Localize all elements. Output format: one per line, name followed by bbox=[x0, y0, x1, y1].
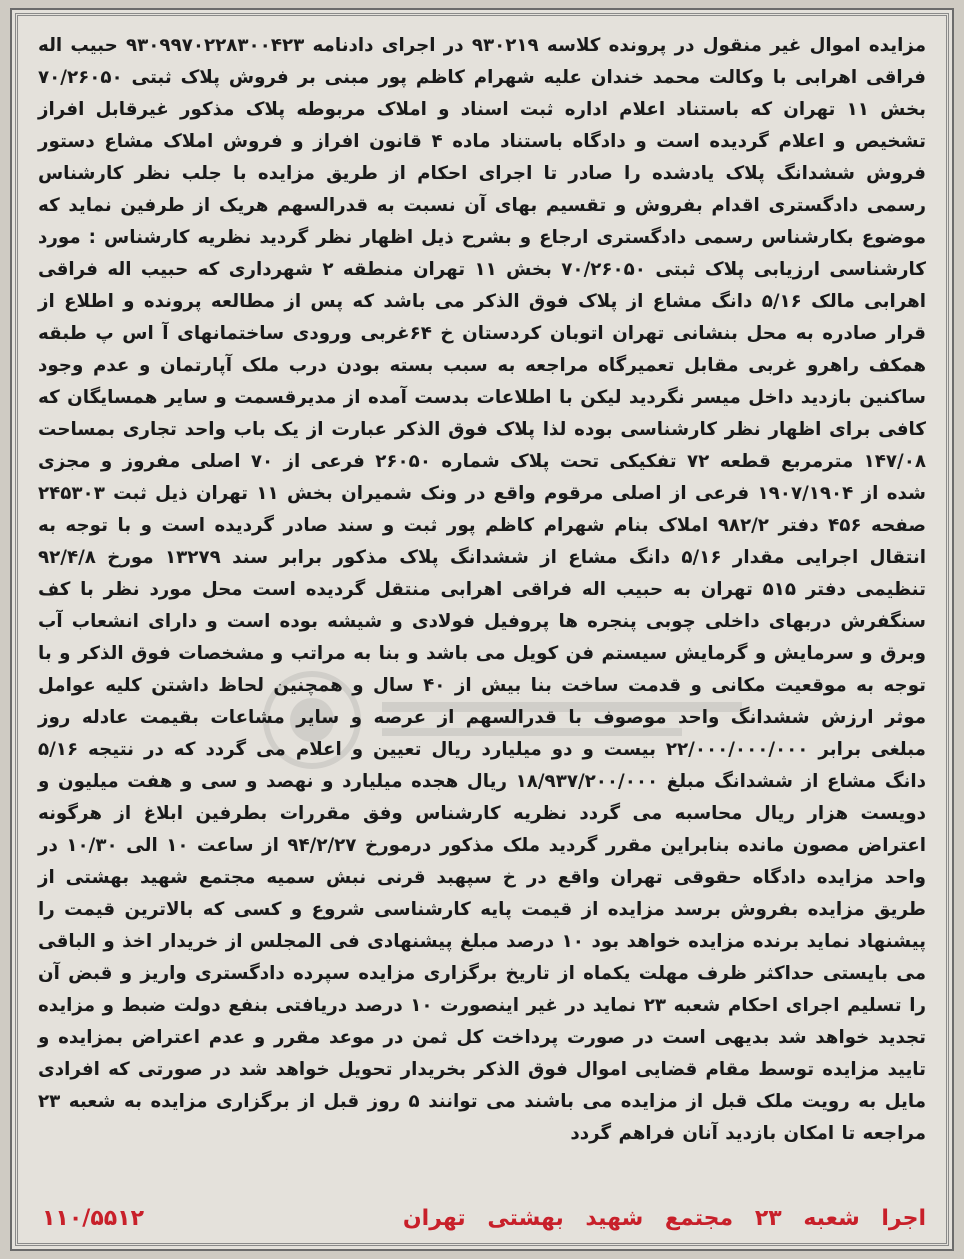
notice-body-text: مزایده اموال غیر منقول در پرونده کلاسه ۹۳۰۲۱۹ در اجرای دادنامه ۹۳۰۹۹۷۰۲۲۸۳۰۰۴۲۳ حبیب اله فراقی اهرابی با وکالت محمد خندان علیه شهرام کاظم پور مبنی بر فروش پلاک ثبتی ۷۰/۲۶۰۵۰ بخش ۱۱ تهران که باستناد اعلام اداره ثبت اسناد و املاک مربوطه پلاک مذکور غیرقابل افراز تشخیص و اعلام گردیده است و دادگاه باستناد ماده ۴ قانون افراز و فروش املاک مشاع دستور فروش ششدانگ پلاک یادشده را صادر تا اجرای احکام از طریق مزایده با جلب نظر کارشناس رسمی دادگستری اقدام بفروش و تقسیم بهای آن نسبت به قدرالسهم هریک از طرفین نماید که موضوع بکارشناس رسمی دادگستری ارجاع و بشرح ذیل اظهار نظر گردید نظریه کارشناس : مورد کارشناسی ارزیابی پلاک ثبتی ۷۰/۲۶۰۵۰ بخش ۱۱ تهران منطقه ۲ شهرداری که حبیب اله فراقی اهرابی مالک ۵/۱۶ دانگ مشاع از پلاک فوق الذکر می باشد که پس از مطالعه پرونده و اطلاع از قرار صادره به محل بنشانی تهران اتوبان کردستان خ ۶۴غربی ورودی ساختمانهای آ اس پ طبقه همکف راهرو غربی مقابل تعمیرگاه مراجعه به سبب بسته بودن درب ملک آپارتمان و عدم وجود ساکنین بازدید داخل میسر نگردید لیکن با اطلاعات بدست آمده از مدیرقسمت و سایر همسایگان که کافی برای اظهار نظر کارشناسی بوده لذا پلاک فوق الذکر عبارت از یک باب واحد تجاری بمساحت ۱۴۷/۰۸ مترمربع قطعه ۷۲ تفکیکی تحت پلاک شماره ۲۶۰۵۰ فرعی از ۷۰ اصلی مفروز و مجزی شده از ۱۹۰۷/۱۹۰۴ فرعی از اصلی مرقوم واقع در ونک شمیران بخش ۱۱ تهران ذیل ثبت ۲۴۵۳۰۳ صفحه ۴۵۶ دفتر ۹۸۲/۲ املاک بنام شهرام کاظم پور ثبت و سند صادر گردیده است و با توجه به انتقال اجرایی مقدار ۵/۱۶ دانگ مشاع از ششدانگ پلاک مذکور برابر سند ۱۳۲۷۹ مورخ ۹۲/۴/۸ تنظیمی دفتر ۵۱۵ تهران به حبیب اله فراقی اهرابی منتقل گردیده است محل مورد نظر با کف سنگفرش دربهای داخلی چوبی پنجره ها پروفیل فولادی و شیشه بوده است و دارای انشعاب آب وبرق و سرمایش و گرمایش سیستم فن کویل می باشد و بنا به مراتب و مشخصات فوق الذکر و با توجه به موقعیت مکانی و قدمت ساخت بنا بیش از ۴۰ سال و همچنین لحاظ داشتن کلیه عوامل موثر ارزش ششدانگ واحد موصوف با قدرالسهم از عرصه و سایر مشاعات بقیمت عادله روز مبلغی برابر ۲۲/۰۰۰/۰۰۰/۰۰۰ بیست و دو میلیارد ریال تعیین و اعلام می گردد که در نتیجه ۵/۱۶ دانگ مشاع از ششدانگ مبلغ ۱۸/۹۳۷/۲۰۰/۰۰۰ ریال هجده میلیارد و نهصد و سی و هفت میلیون و دویست هزار ریال محاسبه می گردد نظریه کارشناس وفق مقررات بطرفین ابلاغ از هرگونه اعتراض مصون مانده بنابراین مقرر گردید ملک مذکور درمورخ ۹۴/۲/۲۷ از ساعت ۱۰ الی ۱۰/۳۰ در واحد مزایده دادگاه حقوقی تهران واقع در خ سپهبد قرنی نبش سمیه مجتمع شهید بهشتی از طریق مزایده بفروش برسد مزایده از قیمت پایه کارشناسی شروع و کسی که بالاترین قیمت را پیشنهاد نماید برنده مزایده خواهد بود ۱۰ درصد مبلغ پیشنهادی فی المجلس از خریدار اخذ و الباقی می بایستی حداکثر ظرف مهلت یکماه از تاریخ برگزاری مزایده سپرده دادگستری واریز و قبض آن را تسلیم اجرای احکام شعبه ۲۳ نماید در غیر اینصورت ۱۰ درصد دریافتی بنفع دولت ضبط و مزایده تجدید خواهد شد بدیهی است در صورت پرداخت کل ثمن در موعد مقرر و عدم اعتراض بمزایده و تایید مزایده توسط مقام قضایی اموال فوق الذکر بخریدار تحویل خواهد شد در صورتی که افرادی مایل به رویت ملک قبل از مزایده می باشند می توانند ۵ روز قبل از برگزاری مزایده به شعبه ۲۳ مراجعه تا امکان بازدید آنان فراهم گردد bbox=[38, 35, 927, 1144]
auction-notice bbox=[10, 8, 954, 1251]
notice-footer bbox=[42, 1201, 926, 1235]
footer-department: اجرا شعبه ۲۳ مجتمع شهید بهشتی تهران bbox=[402, 1205, 926, 1231]
footer-number: ۱۱۰/۵۵۱۲ bbox=[42, 1205, 145, 1231]
